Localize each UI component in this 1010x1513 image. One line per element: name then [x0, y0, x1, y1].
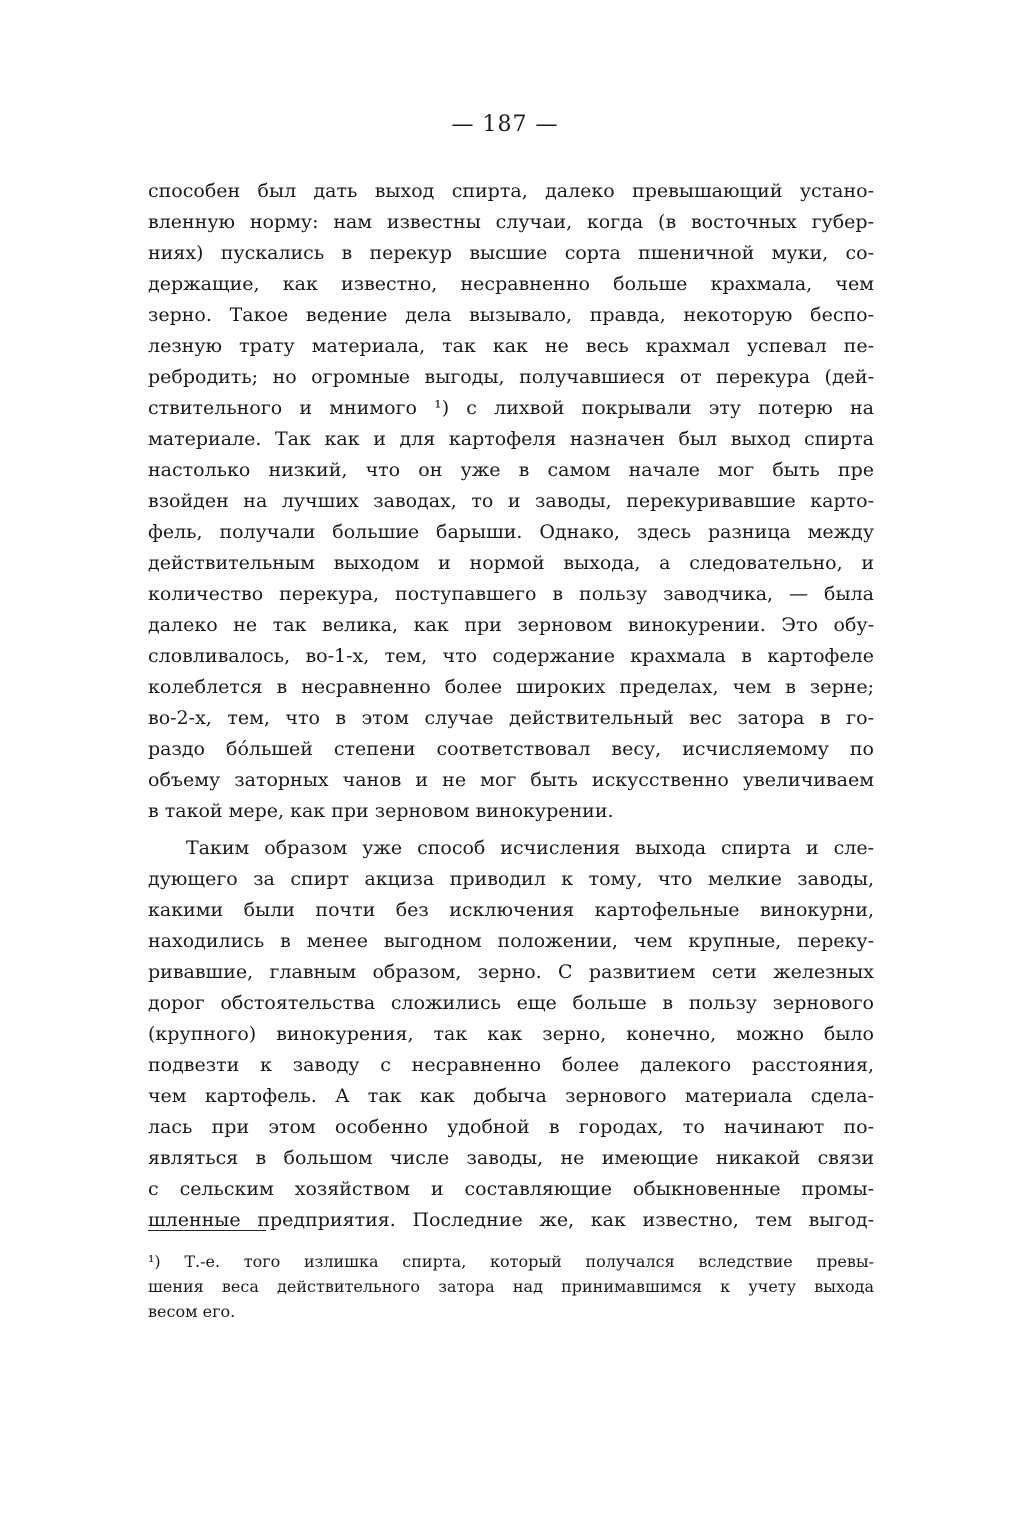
text-line: в такой мере, как при зерновом винокурении. [148, 800, 614, 822]
footnote-divider [148, 1230, 266, 1231]
text-line: вленную норму: нам известны случаи, когда (в восточных губер- [148, 211, 874, 233]
text-line: колеблется в несравненно более широких пределах, чем в зерне; [148, 676, 874, 698]
text-line: далеко не так велика, как при зерновом винокурении. Это обу- [148, 614, 874, 636]
text-line: какими были почти без исключения картофельные винокурни, [148, 899, 874, 921]
text-line: лась при этом особенно удобной в городах, то начинают по- [148, 1116, 874, 1138]
text-line: являться в большом числе заводы, не имеющие никакой связи [148, 1147, 874, 1169]
text-line: раздо бо́льшей степени соответствовал весу, исчисляемому по [148, 738, 874, 760]
body-text [148, 176, 874, 1236]
footnote-line: шения веса действительного затора над принимавшимся к учету выхода [148, 1277, 874, 1296]
text-line: ниях) пускались в перекур высшие сорта пшеничной муки, со- [148, 242, 874, 264]
text-line: во-2-х, тем, что в этом случае действительный вес затора в го- [148, 707, 874, 729]
page-number: — 187 — [451, 112, 559, 137]
text-line: подвезти к заводу с несравненно более далекого расстояния, [148, 1054, 874, 1076]
text-line: Таким образом уже способ исчисления выхода спирта и сле- [186, 837, 874, 859]
text-line: ствительного и мнимого ¹) с лихвой покрывали эту потерю на [148, 397, 874, 419]
text-line: ривавшие, главным образом, зерно. С развитием сети железных [148, 961, 874, 983]
text-line: материале. Так как и для картофеля назначен был выход спирта [148, 428, 874, 450]
text-line: чем картофель. А так как добыча зернового материала сдела- [148, 1085, 874, 1107]
text-line: ребродить; но огромные выгоды, получавшиеся от перекура (дей- [148, 366, 874, 388]
text-line: объему заторных чанов и не мог быть искусственно увеличиваем [148, 769, 874, 791]
footnote-line: весом его. [148, 1302, 236, 1321]
text-line: дующего за спирт акциза приводил к тому, что мелкие заводы, [148, 868, 874, 890]
paragraph-2 [148, 833, 874, 1236]
paragraph-1 [148, 176, 874, 827]
text-line: находились в менее выгодном положении, чем крупные, переку- [148, 930, 874, 952]
text-line: способен был дать выход спирта, далеко превышающий устано- [148, 180, 874, 202]
text-line: зерно. Такое ведение дела вызывало, правда, некоторую беспо- [148, 304, 874, 326]
footnote [148, 1249, 874, 1324]
text-line: лезную трату материала, так как не весь крахмал успевал пе- [148, 335, 874, 357]
text-line: действительным выходом и нормой выхода, а следовательно, и [148, 552, 874, 574]
text-line: настолько низкий, что он уже в самом начале мог быть пре [148, 459, 874, 481]
text-line: (крупного) винокурения, так как зерно, конечно, можно было [148, 1023, 874, 1045]
text-line: взойден на лучших заводах, то и заводы, перекуривавшие карто- [148, 490, 874, 512]
text-line: с сельским хозяйством и составляющие обыкновенные промы- [148, 1178, 874, 1200]
text-line: дорог обстоятельства сложились еще больше в пользу зернового [148, 992, 874, 1014]
text-line: фель, получали большие барыши. Однако, здесь разница между [148, 521, 874, 543]
text-line: словливалось, во-1-х, тем, что содержание крахмала в картофеле [148, 645, 874, 667]
footnote-line: ¹) Т.-е. того излишка спирта, который получался вследствие превы- [148, 1252, 874, 1271]
text-line: держащие, как известно, несравненно больше крахмала, чем [148, 273, 874, 295]
text-line: шленные предприятия. Последние же, как известно, тем выгод- [148, 1209, 874, 1231]
text-line: количество перекура, поступавшего в пользу заводчика, — была [148, 583, 874, 605]
